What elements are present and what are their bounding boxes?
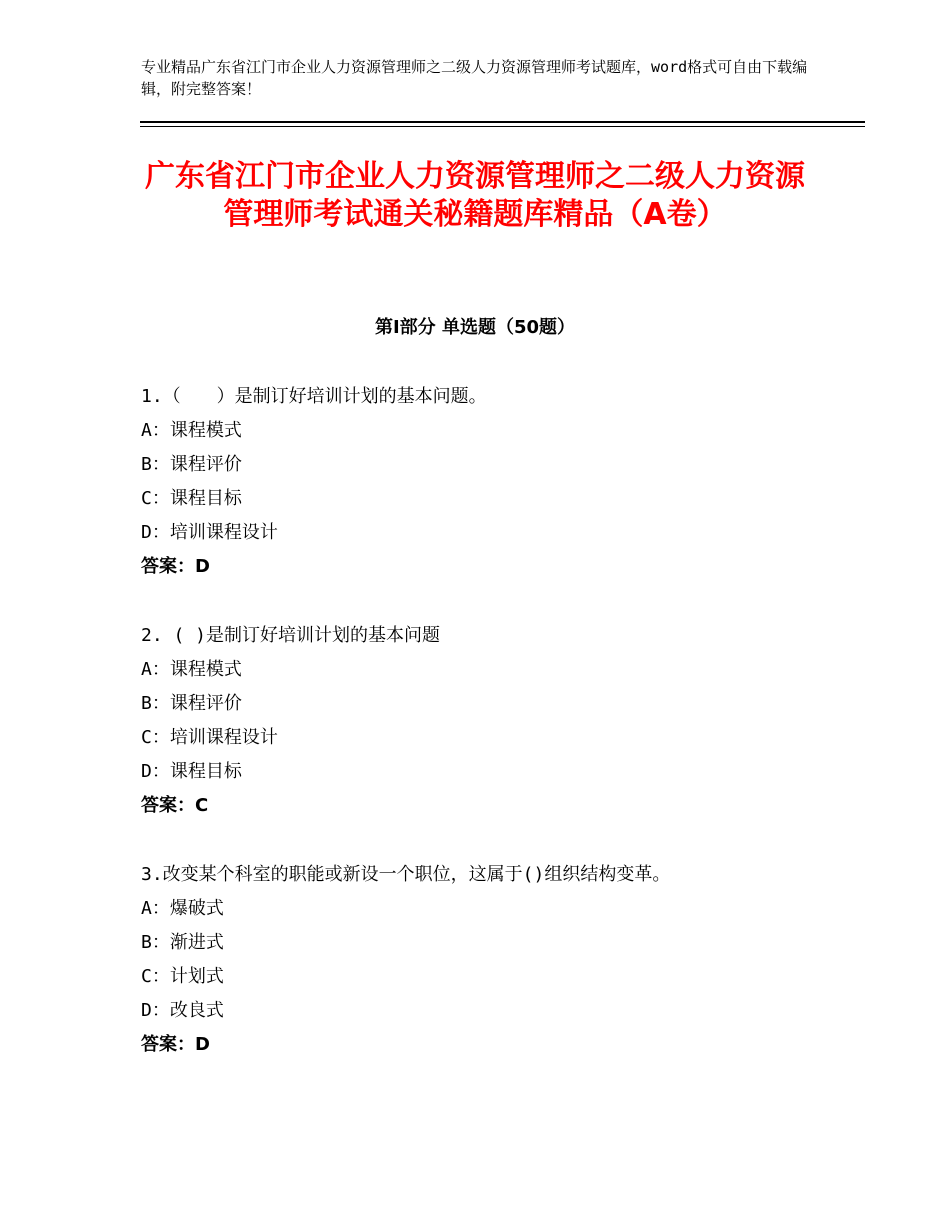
option-c: C：培训课程设计	[141, 727, 278, 748]
answer: 答案：C	[141, 795, 209, 816]
header-rule-thin	[140, 126, 865, 127]
question-3	[141, 858, 841, 1062]
header-note: 专业精品广东省江门市企业人力资源管理师之二级人力资源管理师考试题库，word格式可自由下载编辑，附完整答案！	[141, 58, 808, 98]
header-rule-thick	[140, 121, 865, 123]
question-stem: 3.改变某个科室的职能或新设一个职位，这属于()组织结构变革。	[141, 864, 671, 885]
option-b: B：课程评价	[141, 454, 242, 475]
option-b: B：课程评价	[141, 693, 242, 714]
question-2	[141, 619, 841, 823]
option-d: D：改良式	[141, 1000, 224, 1021]
option-a: A：爆破式	[141, 898, 224, 919]
question-stem: 2. ( )是制订好培训计划的基本问题	[141, 625, 441, 646]
answer: 答案：D	[141, 556, 210, 577]
option-a: A：课程模式	[141, 420, 242, 441]
option-d: D：课程目标	[141, 761, 242, 782]
option-a: A：课程模式	[141, 659, 242, 680]
section-title: 第Ⅰ部分 单选题（50题）	[374, 317, 575, 338]
document-title: 广东省江门市企业人力资源管理师之二级人力资源管理师考试通关秘籍题库精品（A卷）	[145, 159, 805, 232]
answer: 答案：D	[141, 1034, 210, 1055]
option-d: D：培训课程设计	[141, 522, 278, 543]
option-c: C：课程目标	[141, 488, 242, 509]
question-stem: 1.（ ）是制订好培训计划的基本问题。	[141, 386, 487, 407]
option-c: C：计划式	[141, 966, 224, 987]
option-b: B：渐进式	[141, 932, 224, 953]
question-1	[141, 380, 841, 584]
